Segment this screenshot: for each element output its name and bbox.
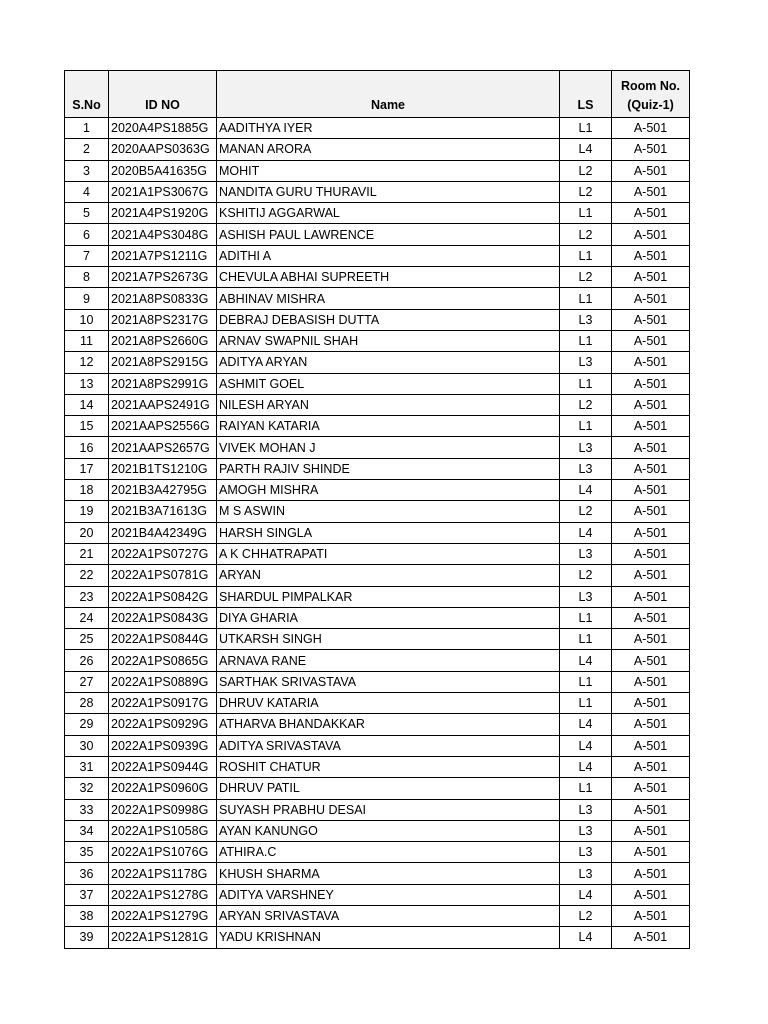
cell-ls: L2	[560, 394, 612, 415]
table-row	[65, 352, 690, 373]
cell-room-no: A-501	[612, 118, 690, 139]
cell-id-no: 2021A8PS2660G	[109, 330, 217, 351]
cell-room-no: A-501	[612, 480, 690, 501]
cell-ls: L1	[560, 203, 612, 224]
cell-room-no: A-501	[612, 245, 690, 266]
table-row	[65, 522, 690, 543]
cell-name: CHEVULA ABHAI SUPREETH	[217, 267, 560, 288]
cell-id-no: 2021B4A42349G	[109, 522, 217, 543]
cell-room-no: A-501	[612, 671, 690, 692]
cell-sno: 7	[65, 245, 109, 266]
cell-name: ARYAN	[217, 565, 560, 586]
cell-room-no: A-501	[612, 650, 690, 671]
cell-sno: 20	[65, 522, 109, 543]
cell-id-no: 2022A1PS0889G	[109, 671, 217, 692]
cell-ls: L4	[560, 522, 612, 543]
cell-name: ASHMIT GOEL	[217, 373, 560, 394]
cell-ls: L4	[560, 927, 612, 948]
roster-sheet	[64, 70, 689, 949]
cell-id-no: 2022A1PS0865G	[109, 650, 217, 671]
cell-name: KHUSH SHARMA	[217, 863, 560, 884]
cell-room-no: A-501	[612, 629, 690, 650]
cell-name: SHARDUL PIMPALKAR	[217, 586, 560, 607]
table-row	[65, 160, 690, 181]
table-row	[65, 905, 690, 926]
cell-sno: 29	[65, 714, 109, 735]
table-row	[65, 714, 690, 735]
table-row	[65, 181, 690, 202]
table-row	[65, 245, 690, 266]
cell-name: DIYA GHARIA	[217, 607, 560, 628]
cell-room-no: A-501	[612, 565, 690, 586]
cell-sno: 39	[65, 927, 109, 948]
cell-ls: L3	[560, 820, 612, 841]
cell-sno: 26	[65, 650, 109, 671]
table-row	[65, 565, 690, 586]
cell-room-no: A-501	[612, 394, 690, 415]
cell-name: DHRUV KATARIA	[217, 693, 560, 714]
table-row	[65, 756, 690, 777]
cell-id-no: 2022A1PS0998G	[109, 799, 217, 820]
cell-name: ADITYA ARYAN	[217, 352, 560, 373]
cell-name: SARTHAK SRIVASTAVA	[217, 671, 560, 692]
cell-id-no: 2022A1PS0929G	[109, 714, 217, 735]
table-row	[65, 586, 690, 607]
cell-name: VIVEK MOHAN J	[217, 437, 560, 458]
cell-room-no: A-501	[612, 437, 690, 458]
cell-sno: 1	[65, 118, 109, 139]
table-row	[65, 203, 690, 224]
cell-room-no: A-501	[612, 756, 690, 777]
cell-room-no: A-501	[612, 693, 690, 714]
cell-id-no: 2022A1PS0843G	[109, 607, 217, 628]
cell-sno: 32	[65, 778, 109, 799]
cell-name: ADITYA VARSHNEY	[217, 884, 560, 905]
cell-ls: L1	[560, 693, 612, 714]
cell-room-no: A-501	[612, 267, 690, 288]
cell-room-no: A-501	[612, 714, 690, 735]
cell-name: ABHINAV MISHRA	[217, 288, 560, 309]
cell-sno: 8	[65, 267, 109, 288]
cell-room-no: A-501	[612, 735, 690, 756]
cell-name: YADU KRISHNAN	[217, 927, 560, 948]
cell-sno: 30	[65, 735, 109, 756]
cell-name: ATHIRA.C	[217, 842, 560, 863]
cell-ls: L2	[560, 160, 612, 181]
cell-room-no: A-501	[612, 373, 690, 394]
cell-room-no: A-501	[612, 778, 690, 799]
cell-room-no: A-501	[612, 352, 690, 373]
cell-sno: 36	[65, 863, 109, 884]
cell-name: ARNAV SWAPNIL SHAH	[217, 330, 560, 351]
cell-room-no: A-501	[612, 203, 690, 224]
table-row	[65, 735, 690, 756]
cell-sno: 11	[65, 330, 109, 351]
cell-id-no: 2021AAPS2556G	[109, 416, 217, 437]
cell-room-no: A-501	[612, 181, 690, 202]
cell-name: SUYASH PRABHU DESAI	[217, 799, 560, 820]
cell-ls: L1	[560, 288, 612, 309]
cell-ls: L3	[560, 863, 612, 884]
table-row	[65, 288, 690, 309]
cell-id-no: 2021A1PS3067G	[109, 181, 217, 202]
cell-ls: L4	[560, 480, 612, 501]
table-row	[65, 373, 690, 394]
cell-ls: L2	[560, 565, 612, 586]
cell-ls: L3	[560, 437, 612, 458]
cell-id-no: 2021A7PS1211G	[109, 245, 217, 266]
table-row	[65, 799, 690, 820]
cell-name: MOHIT	[217, 160, 560, 181]
cell-room-no: A-501	[612, 139, 690, 160]
cell-sno: 9	[65, 288, 109, 309]
cell-id-no: 2021A8PS2991G	[109, 373, 217, 394]
cell-sno: 33	[65, 799, 109, 820]
cell-room-no: A-501	[612, 309, 690, 330]
cell-id-no: 2020A4PS1885G	[109, 118, 217, 139]
cell-id-no: 2021B1TS1210G	[109, 458, 217, 479]
table-row	[65, 884, 690, 905]
table-row	[65, 139, 690, 160]
cell-id-no: 2021A7PS2673G	[109, 267, 217, 288]
cell-id-no: 2022A1PS1058G	[109, 820, 217, 841]
cell-sno: 23	[65, 586, 109, 607]
cell-ls: L2	[560, 501, 612, 522]
table-row	[65, 501, 690, 522]
table-row	[65, 629, 690, 650]
cell-room-no: A-501	[612, 458, 690, 479]
cell-ls: L1	[560, 118, 612, 139]
cell-sno: 35	[65, 842, 109, 863]
cell-room-no: A-501	[612, 543, 690, 564]
cell-sno: 19	[65, 501, 109, 522]
cell-room-no: A-501	[612, 224, 690, 245]
cell-sno: 18	[65, 480, 109, 501]
cell-room-no: A-501	[612, 842, 690, 863]
cell-room-no: A-501	[612, 586, 690, 607]
cell-name: MANAN ARORA	[217, 139, 560, 160]
cell-sno: 31	[65, 756, 109, 777]
cell-name: NANDITA GURU THURAVIL	[217, 181, 560, 202]
cell-name: ARYAN SRIVASTAVA	[217, 905, 560, 926]
cell-room-no: A-501	[612, 501, 690, 522]
cell-ls: L1	[560, 778, 612, 799]
cell-ls: L2	[560, 905, 612, 926]
cell-id-no: 2022A1PS1278G	[109, 884, 217, 905]
cell-sno: 16	[65, 437, 109, 458]
cell-room-no: A-501	[612, 905, 690, 926]
table-row	[65, 863, 690, 884]
cell-ls: L4	[560, 884, 612, 905]
cell-sno: 2	[65, 139, 109, 160]
cell-ls: L4	[560, 756, 612, 777]
header-room-no	[612, 71, 690, 118]
cell-sno: 12	[65, 352, 109, 373]
cell-ls: L3	[560, 458, 612, 479]
cell-id-no: 2021A8PS2915G	[109, 352, 217, 373]
cell-id-no: 2022A1PS0842G	[109, 586, 217, 607]
cell-ls: L1	[560, 416, 612, 437]
cell-name: M S ASWIN	[217, 501, 560, 522]
cell-name: ADITYA SRIVASTAVA	[217, 735, 560, 756]
cell-name: ATHARVA BHANDAKKAR	[217, 714, 560, 735]
header-id-no: ID NO	[109, 71, 217, 118]
table-row	[65, 693, 690, 714]
header-room-line1: Room No.	[620, 79, 681, 93]
cell-room-no: A-501	[612, 820, 690, 841]
table-row	[65, 842, 690, 863]
cell-sno: 38	[65, 905, 109, 926]
table-row	[65, 650, 690, 671]
cell-name: ARNAVA RANE	[217, 650, 560, 671]
cell-id-no: 2021A8PS2317G	[109, 309, 217, 330]
cell-id-no: 2021A4PS1920G	[109, 203, 217, 224]
cell-id-no: 2021A4PS3048G	[109, 224, 217, 245]
cell-name: RAIYAN KATARIA	[217, 416, 560, 437]
cell-sno: 3	[65, 160, 109, 181]
cell-room-no: A-501	[612, 330, 690, 351]
student-room-table	[64, 70, 690, 949]
header-ls: LS	[560, 71, 612, 118]
cell-ls: L1	[560, 245, 612, 266]
cell-id-no: 2021A8PS0833G	[109, 288, 217, 309]
cell-room-no: A-501	[612, 160, 690, 181]
cell-ls: L3	[560, 799, 612, 820]
cell-id-no: 2021AAPS2491G	[109, 394, 217, 415]
cell-ls: L1	[560, 629, 612, 650]
cell-id-no: 2022A1PS0727G	[109, 543, 217, 564]
cell-id-no: 2022A1PS0844G	[109, 629, 217, 650]
table-row	[65, 416, 690, 437]
cell-id-no: 2022A1PS0939G	[109, 735, 217, 756]
cell-sno: 22	[65, 565, 109, 586]
cell-sno: 34	[65, 820, 109, 841]
cell-sno: 4	[65, 181, 109, 202]
table-row	[65, 927, 690, 948]
cell-sno: 14	[65, 394, 109, 415]
header-room-line2: (Quiz-1)	[627, 98, 674, 112]
cell-name: PARTH RAJIV SHINDE	[217, 458, 560, 479]
cell-name: NILESH ARYAN	[217, 394, 560, 415]
cell-sno: 28	[65, 693, 109, 714]
cell-ls: L1	[560, 607, 612, 628]
cell-ls: L3	[560, 352, 612, 373]
cell-room-no: A-501	[612, 522, 690, 543]
table-row	[65, 309, 690, 330]
cell-ls: L3	[560, 586, 612, 607]
cell-ls: L4	[560, 139, 612, 160]
cell-room-no: A-501	[612, 884, 690, 905]
cell-id-no: 2020B5A41635G	[109, 160, 217, 181]
header-sno: S.No	[65, 71, 109, 118]
cell-ls: L1	[560, 373, 612, 394]
cell-name: A K CHHATRAPATI	[217, 543, 560, 564]
table-row	[65, 437, 690, 458]
cell-id-no: 2022A1PS1178G	[109, 863, 217, 884]
table-row	[65, 267, 690, 288]
cell-id-no: 2021B3A71613G	[109, 501, 217, 522]
cell-ls: L2	[560, 267, 612, 288]
table-row	[65, 330, 690, 351]
cell-room-no: A-501	[612, 799, 690, 820]
cell-id-no: 2022A1PS1076G	[109, 842, 217, 863]
cell-ls: L3	[560, 309, 612, 330]
table-row	[65, 224, 690, 245]
cell-ls: L4	[560, 650, 612, 671]
cell-ls: L4	[560, 714, 612, 735]
cell-name: DHRUV PATIL	[217, 778, 560, 799]
cell-name: ADITHI A	[217, 245, 560, 266]
cell-id-no: 2022A1PS0781G	[109, 565, 217, 586]
cell-room-no: A-501	[612, 927, 690, 948]
cell-sno: 10	[65, 309, 109, 330]
table-row	[65, 543, 690, 564]
table-row	[65, 394, 690, 415]
cell-sno: 21	[65, 543, 109, 564]
cell-ls: L4	[560, 735, 612, 756]
cell-name: ROSHIT CHATUR	[217, 756, 560, 777]
cell-name: DEBRAJ DEBASISH DUTTA	[217, 309, 560, 330]
cell-ls: L3	[560, 842, 612, 863]
cell-sno: 15	[65, 416, 109, 437]
table-row	[65, 458, 690, 479]
table-row	[65, 607, 690, 628]
table-row	[65, 778, 690, 799]
cell-id-no: 2020AAPS0363G	[109, 139, 217, 160]
cell-ls: L1	[560, 671, 612, 692]
cell-ls: L1	[560, 330, 612, 351]
cell-sno: 27	[65, 671, 109, 692]
cell-sno: 37	[65, 884, 109, 905]
cell-id-no: 2022A1PS1281G	[109, 927, 217, 948]
cell-sno: 24	[65, 607, 109, 628]
header-name: Name	[217, 71, 560, 118]
cell-sno: 17	[65, 458, 109, 479]
cell-ls: L3	[560, 543, 612, 564]
cell-name: ASHISH PAUL LAWRENCE	[217, 224, 560, 245]
cell-room-no: A-501	[612, 607, 690, 628]
table-row	[65, 820, 690, 841]
cell-id-no: 2022A1PS1279G	[109, 905, 217, 926]
cell-name: AMOGH MISHRA	[217, 480, 560, 501]
cell-room-no: A-501	[612, 416, 690, 437]
cell-name: UTKARSH SINGH	[217, 629, 560, 650]
cell-sno: 6	[65, 224, 109, 245]
table-row	[65, 671, 690, 692]
cell-name: KSHITIJ AGGARWAL	[217, 203, 560, 224]
cell-id-no: 2021AAPS2657G	[109, 437, 217, 458]
cell-name: AYAN KANUNGO	[217, 820, 560, 841]
cell-room-no: A-501	[612, 863, 690, 884]
cell-name: AADITHYA IYER	[217, 118, 560, 139]
table-header-row	[65, 71, 690, 118]
table-row	[65, 118, 690, 139]
cell-sno: 25	[65, 629, 109, 650]
cell-sno: 13	[65, 373, 109, 394]
cell-id-no: 2022A1PS0960G	[109, 778, 217, 799]
cell-name: HARSH SINGLA	[217, 522, 560, 543]
table-row	[65, 480, 690, 501]
cell-id-no: 2022A1PS0944G	[109, 756, 217, 777]
cell-ls: L2	[560, 181, 612, 202]
table-body	[65, 118, 690, 949]
cell-id-no: 2022A1PS0917G	[109, 693, 217, 714]
cell-ls: L2	[560, 224, 612, 245]
cell-sno: 5	[65, 203, 109, 224]
cell-id-no: 2021B3A42795G	[109, 480, 217, 501]
cell-room-no: A-501	[612, 288, 690, 309]
